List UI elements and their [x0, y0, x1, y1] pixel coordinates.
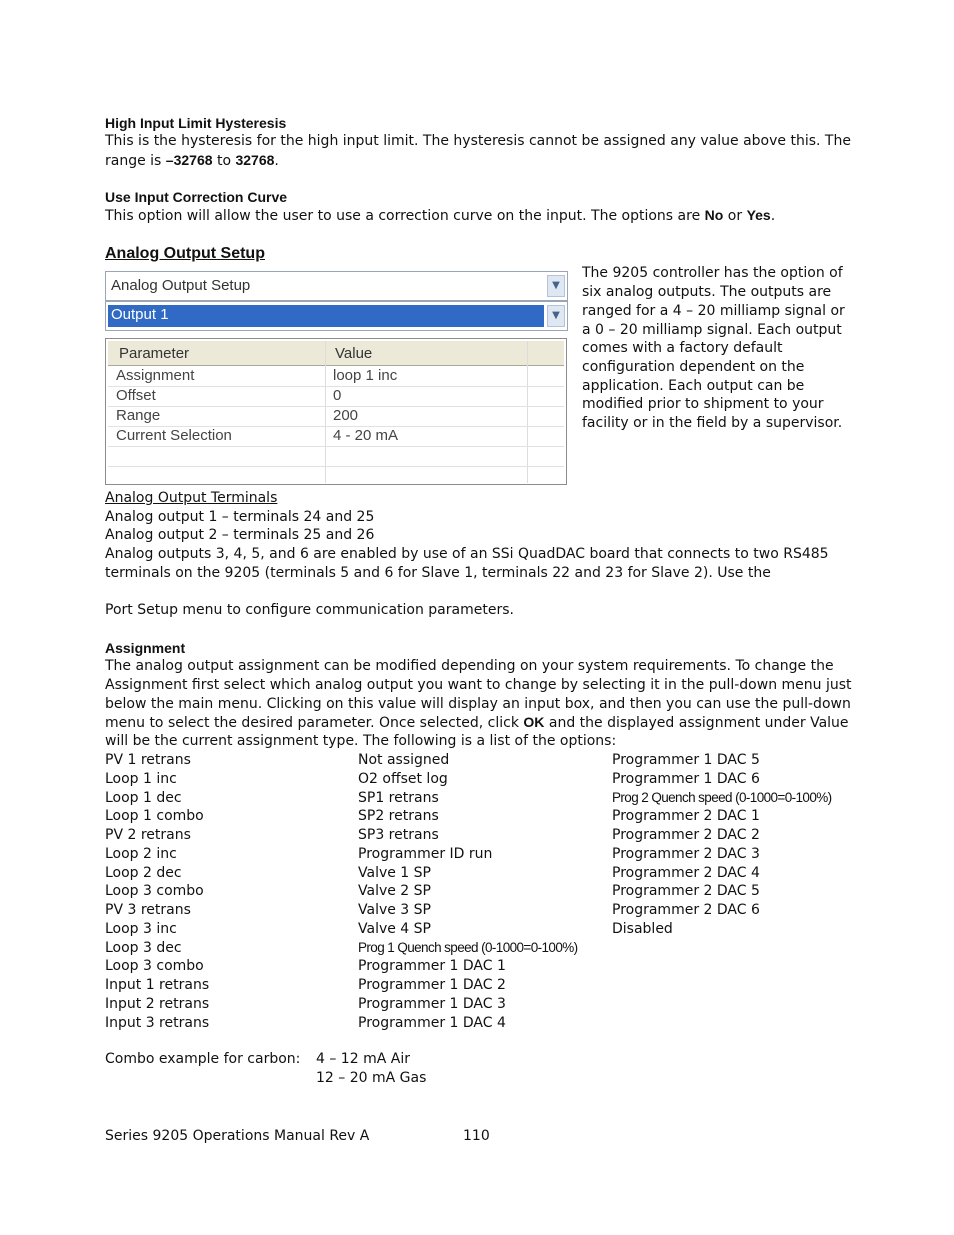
assignment-option: SP3 retrans — [358, 827, 439, 843]
assignment-option: Programmer 1 DAC 1 — [358, 958, 506, 974]
terminals-line: Analog output 2 – terminals 25 and 26 — [105, 527, 375, 543]
assignment-option: Disabled — [612, 921, 673, 937]
header-parameter: Parameter — [119, 345, 190, 362]
curve-text: This option will allow the user to use a correction curve on the input. The options are — [105, 208, 705, 224]
assignment-option: Programmer ID run — [358, 846, 493, 862]
selection-highlight — [108, 305, 544, 327]
side-text-line: configuration dependent on the — [582, 359, 805, 375]
assignment-option: Valve 3 SP — [358, 902, 431, 918]
assignment-option: Programmer 2 DAC 3 — [612, 846, 760, 862]
curve-end: . — [770, 208, 776, 224]
assignment-option: Input 3 retrans — [105, 1015, 210, 1031]
combo-example-line2: 12 – 20 mA Gas — [316, 1070, 427, 1086]
assignment-option: PV 1 retrans — [105, 752, 191, 768]
assignment-option: Loop 3 combo — [105, 958, 204, 974]
assignment-option: O2 offset log — [358, 771, 448, 787]
assignment-option: Programmer 2 DAC 5 — [612, 883, 760, 899]
terminals-line: Analog output 1 – terminals 24 and 25 — [105, 509, 375, 525]
side-text-line: facility or in the field by a supervisor. — [582, 415, 843, 431]
terminals-line: Analog outputs 3, 4, 5, and 6 are enabled by use of an SSi QuadDAC board that connects to two RS485 — [105, 546, 829, 562]
page-number: 110 — [463, 1128, 490, 1144]
assignment-option: Programmer 1 DAC 2 — [358, 977, 506, 993]
assignment-option: SP1 retrans — [358, 790, 439, 806]
hysteresis-text-line2 — [105, 151, 279, 170]
assignment-option: Valve 4 SP — [358, 921, 431, 937]
assignment-text-line: will be the current assignment type. The following is a list of the options: — [105, 733, 617, 749]
range-end: . — [274, 153, 279, 169]
chevron-down-icon[interactable]: ▼ — [547, 275, 565, 297]
assignment-text-b: and the displayed assignment under Value — [544, 715, 849, 731]
assignment-option: Valve 2 SP — [358, 883, 431, 899]
range-max: 32768 — [235, 152, 275, 168]
port-setup-line: Port Setup menu to configure communication parameters. — [105, 602, 514, 618]
assignment-option: Loop 3 inc — [105, 921, 177, 937]
combo-example-line1: 4 – 12 mA Air — [316, 1051, 410, 1067]
assignment-text-a: menu to select the desired parameter. Once selected, click — [105, 715, 524, 731]
assignment-option: Loop 1 dec — [105, 790, 182, 806]
side-text-line: application. Each output can be — [582, 378, 805, 394]
assignment-option: Loop 1 inc — [105, 771, 177, 787]
range-to: to — [212, 153, 236, 169]
assignment-text-line — [105, 713, 849, 732]
row-param: Assignment — [116, 367, 195, 384]
output-dropdown[interactable] — [105, 301, 568, 331]
curve-or: or — [723, 208, 747, 224]
correction-curve-heading: Use Input Correction Curve — [105, 189, 288, 205]
assignment-option: Loop 2 inc — [105, 846, 177, 862]
range-min: –32768 — [165, 152, 213, 168]
side-text-line: The 9205 controller has the option of — [582, 265, 843, 281]
combo-example-label: Combo example for carbon: — [105, 1051, 301, 1067]
ok-keyword: OK — [523, 714, 545, 730]
assignment-text-line: Assignment first select which analog output you want to change by selecting it in the pull-down menu just — [105, 677, 852, 693]
assignment-option: PV 2 retrans — [105, 827, 191, 843]
assignment-option: Loop 3 dec — [105, 940, 182, 956]
option-yes: Yes — [746, 207, 771, 223]
assignment-option: Valve 1 SP — [358, 865, 431, 881]
assignment-option: Prog 2 Quench speed (0-1000=0-100%) — [612, 790, 832, 805]
assignment-option: Input 2 retrans — [105, 996, 210, 1012]
footer-manual-title: Series 9205 Operations Manual Rev A — [105, 1128, 370, 1144]
assignment-option: Prog 1 Quench speed (0-1000=0-100%) — [358, 940, 578, 955]
assignment-option: Not assigned — [358, 752, 450, 768]
option-no: No — [704, 207, 724, 223]
row-value: 4 - 20 mA — [333, 427, 399, 444]
menu-dropdown-value: Analog Output Setup — [111, 277, 251, 294]
row-param: Current Selection — [116, 427, 232, 444]
output-dropdown-value: Output 1 — [111, 306, 169, 323]
side-text-line: a 0 – 20 milliamp signal. Each output — [582, 322, 842, 338]
assignment-option: Programmer 1 DAC 6 — [612, 771, 760, 787]
assignment-heading: Assignment — [105, 640, 186, 656]
assignment-text-line: The analog output assignment can be modified depending on your system requirements. To change the — [105, 658, 834, 674]
assignment-option: Input 1 retrans — [105, 977, 210, 993]
terminals-line: terminals on the 9205 (terminals 5 and 6 for Slave 1, terminals 22 and 23 for Slave 2). Use the — [105, 565, 771, 581]
side-text-line: modified prior to shipment to your — [582, 396, 824, 412]
correction-curve-text — [105, 206, 775, 225]
assignment-option: Programmer 1 DAC 3 — [358, 996, 506, 1012]
row-param: Range — [116, 407, 161, 424]
side-text-line: comes with a factory default — [582, 340, 783, 356]
menu-dropdown[interactable] — [105, 271, 568, 301]
parameter-grid — [105, 338, 567, 485]
assignment-option: Loop 1 combo — [105, 808, 204, 824]
row-value: 0 — [333, 387, 342, 404]
assignment-option: Loop 2 dec — [105, 865, 182, 881]
chevron-down-icon[interactable]: ▼ — [547, 305, 565, 327]
assignment-option: Programmer 2 DAC 6 — [612, 902, 760, 918]
row-value: 200 — [333, 407, 359, 424]
side-text-line: six analog outputs. The outputs are — [582, 284, 832, 300]
assignment-text-line: below the main menu. Clicking on this value will display an input box, and then you can use the pull-down — [105, 696, 851, 712]
grid-row[interactable] — [108, 426, 564, 447]
row-param: Offset — [116, 387, 156, 404]
assignment-option: Programmer 1 DAC 4 — [358, 1015, 506, 1031]
header-value: Value — [335, 345, 373, 362]
grid-header — [108, 341, 564, 366]
grid-row[interactable] — [108, 386, 564, 407]
assignment-option: Programmer 2 DAC 4 — [612, 865, 760, 881]
assignment-option: PV 3 retrans — [105, 902, 191, 918]
assignment-option: Programmer 2 DAC 1 — [612, 808, 760, 824]
range-prefix: range is — [105, 153, 166, 169]
terminals-heading: Analog Output Terminals — [105, 490, 278, 506]
assignment-option: SP2 retrans — [358, 808, 439, 824]
grid-row[interactable] — [108, 366, 564, 387]
analog-output-setup-heading: Analog Output Setup — [105, 245, 265, 262]
side-text-line: ranged for a 4 – 20 milliamp signal or — [582, 303, 845, 319]
row-value: loop 1 inc — [333, 367, 398, 384]
assignment-option: Programmer 2 DAC 2 — [612, 827, 760, 843]
hysteresis-text-line1: This is the hysteresis for the high input limit. The hysteresis cannot be assigned any value above this. The — [105, 133, 851, 149]
grid-row-empty — [108, 446, 564, 467]
grid-row[interactable] — [108, 406, 564, 427]
assignment-option: Programmer 1 DAC 5 — [612, 752, 760, 768]
hysteresis-heading: High Input Limit Hysteresis — [105, 115, 287, 131]
assignment-option: Loop 3 combo — [105, 883, 204, 899]
